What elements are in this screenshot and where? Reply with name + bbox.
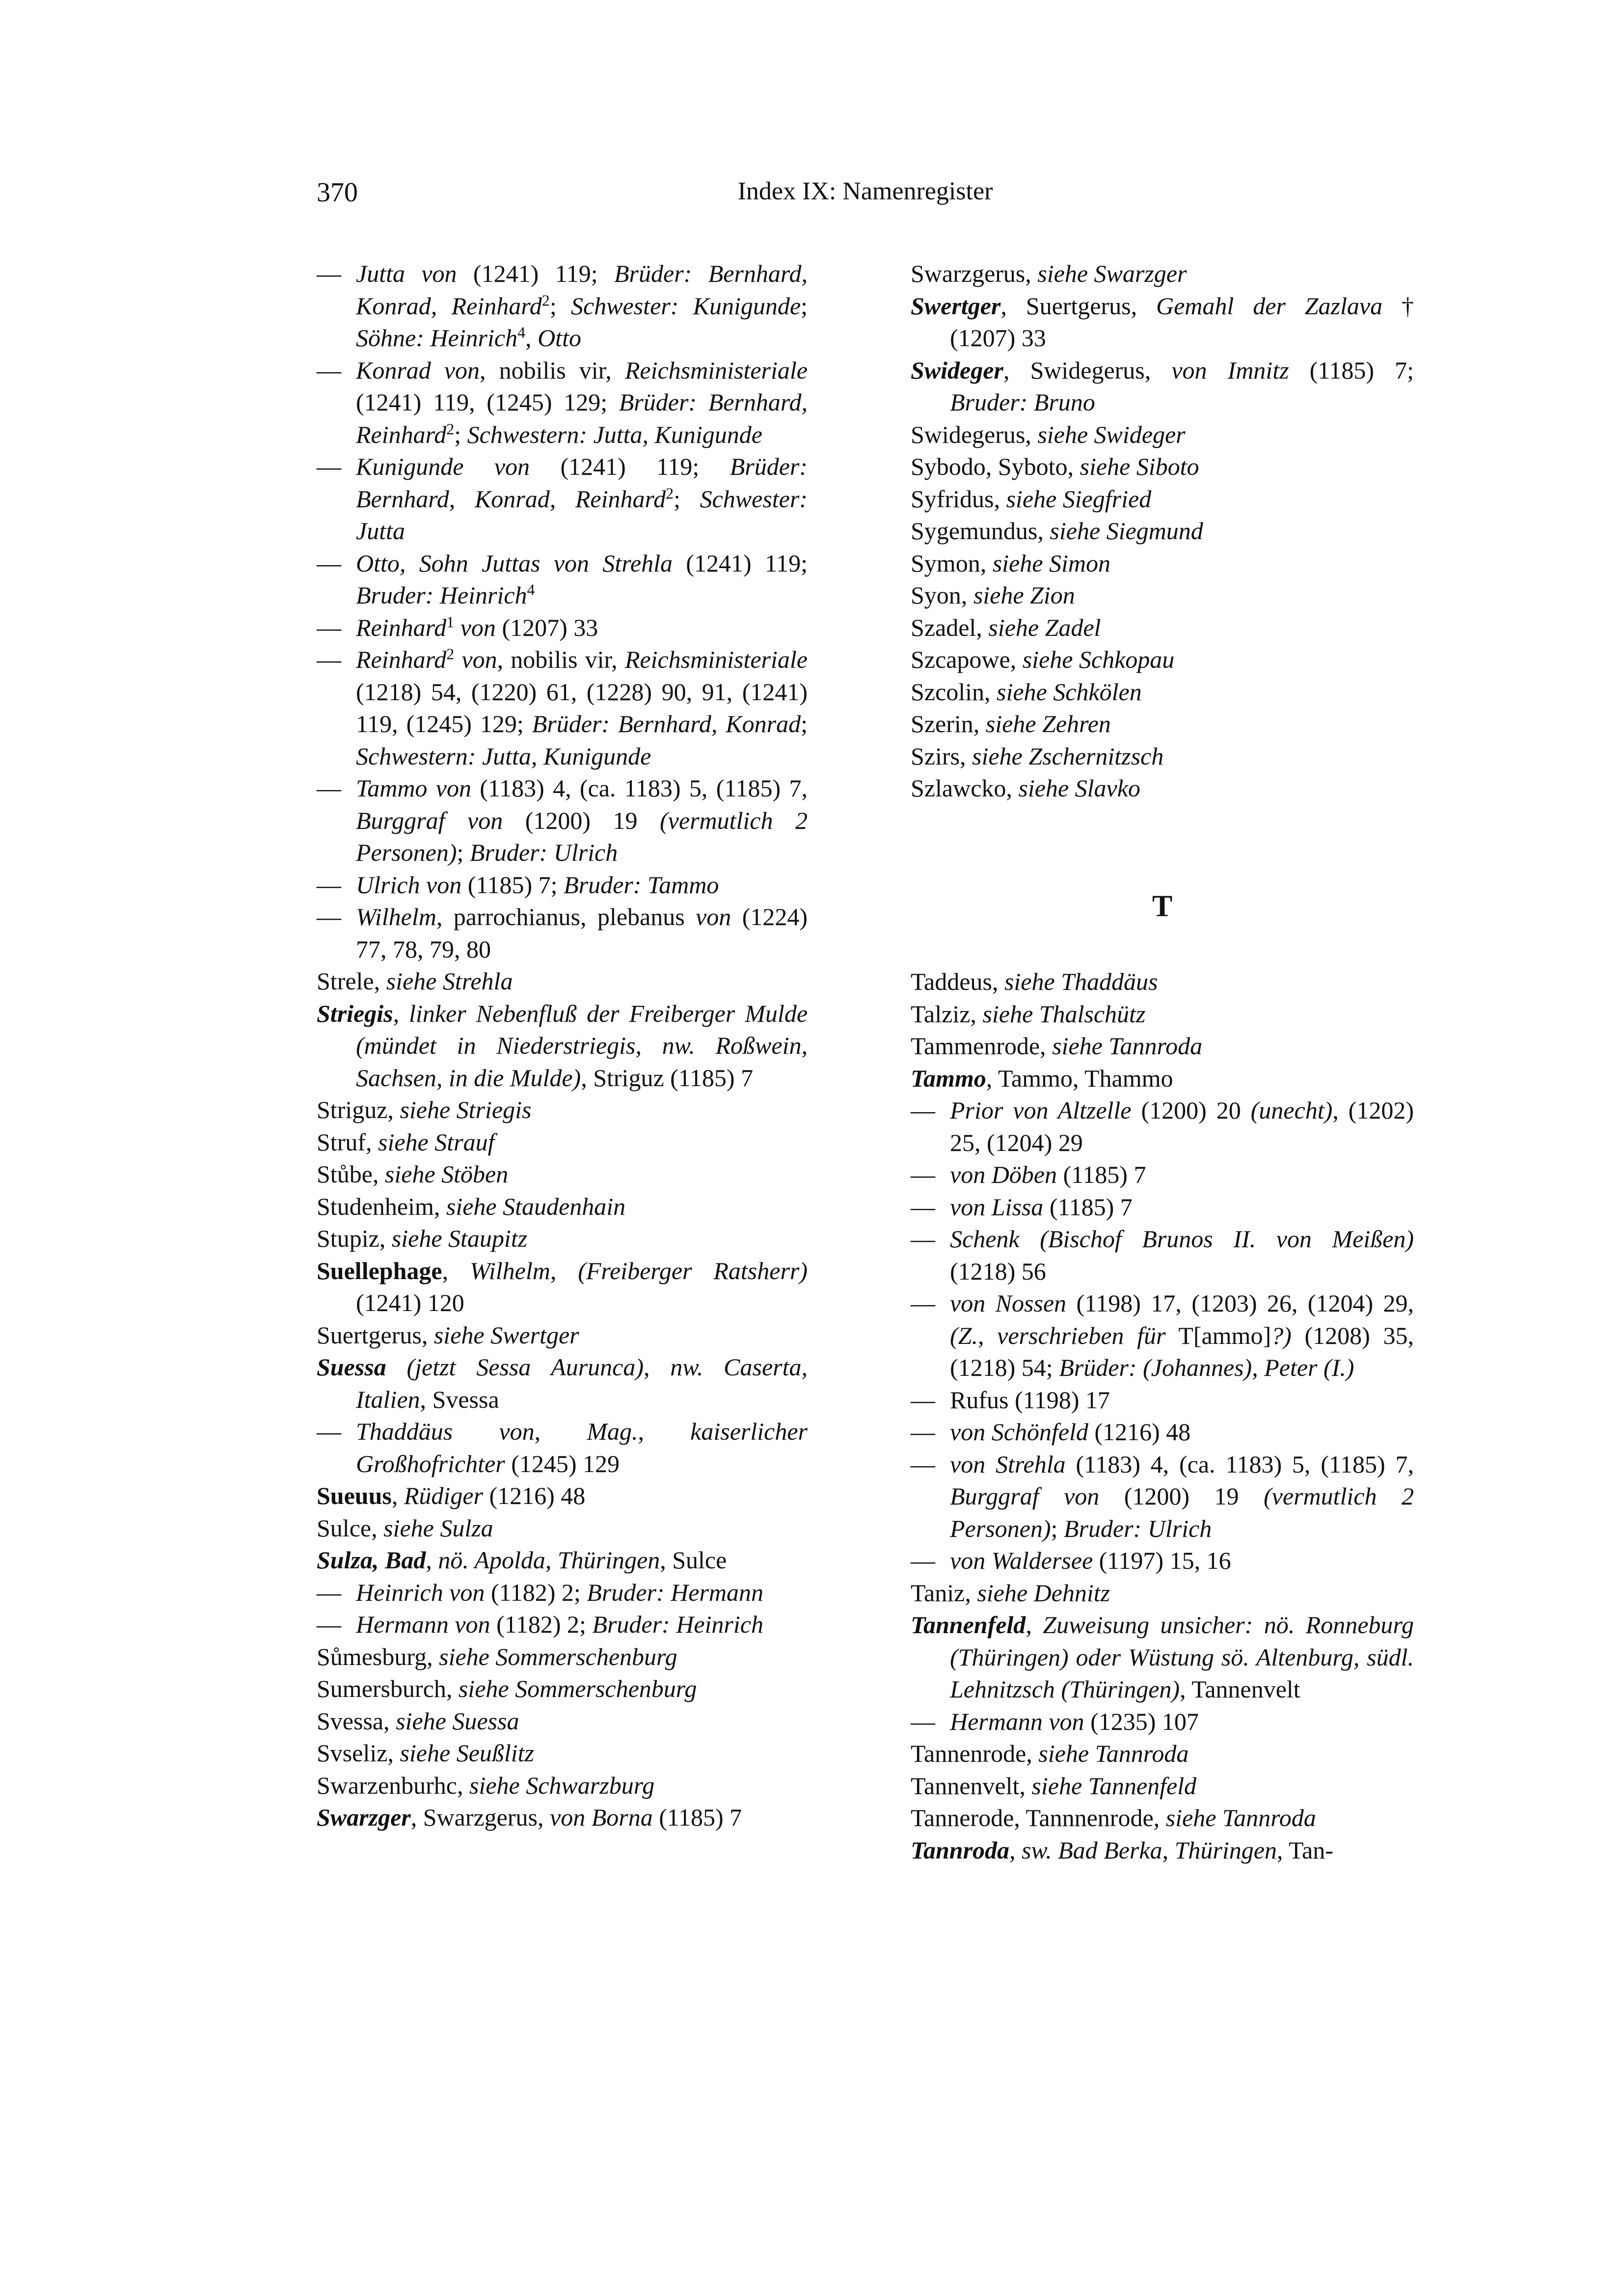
index-entry: Sueuus, Rüdiger (1216) 48: [317, 1482, 586, 1509]
index-subentry: — Heinrich von (1182) 2; Bruder: Hermann: [317, 1577, 808, 1609]
index-entry: Strele, siehe Strehla: [317, 967, 513, 995]
index-subentry: — Konrad von, nobilis vir, Reichsministeriale (1241) 119, (1245) 129; Brüder: Bernhard, Reinhard$^2$; Schwestern: Jutta, Kunigunde: [317, 355, 808, 451]
index-subentry: — Schenk (Bischof Brunos II. von Meißen) (1218) 56: [911, 1223, 1414, 1287]
index-entry: Szerin, siehe Zehren: [911, 710, 1111, 738]
index-entry: Szlawcko, siehe Slavko: [911, 774, 1140, 802]
index-entry: Taniz, siehe Dehnitz: [911, 1579, 1110, 1607]
index-entry: Szcolin, siehe Schkölen: [911, 678, 1142, 706]
index-entry: Sulza, Bad, nö. Apolda, Thüringen, Sulce: [317, 1546, 727, 1574]
index-entry: Swertger, Suertgerus, Gemahl der Zazlava † (1207) 33: [911, 292, 1414, 352]
index-entry: Tannenfeld, Zuweisung unsicher: nö. Ronneburg (Thüringen) oder Wüstung sö. Altenburg, südl. Lehnitzsch (Thüringen), Tannenvelt: [911, 1611, 1414, 1703]
index-entry: Tammo, Tammo, Thammo: [911, 1064, 1173, 1092]
index-subentry: — Thaddäus von, Mag., kaiserlicher Großhofrichter (1245) 129: [317, 1416, 808, 1480]
index-entry: Syfridus, siehe Siegfried: [911, 485, 1152, 513]
index-subentry: — Ulrich von (1185) 7; Bruder: Tammo: [317, 869, 808, 902]
index-entry: Stupiz, siehe Staupitz: [317, 1225, 528, 1252]
running-title: Index IX: Namenregister: [737, 177, 993, 205]
index-entry: Swidegerus, siehe Swideger: [911, 420, 1186, 448]
index-subentry: — Hermann von (1182) 2; Bruder: Heinrich: [317, 1609, 808, 1641]
index-subentry: — von Schönfeld (1216) 48: [911, 1416, 1414, 1449]
index-entry: Talziz, siehe Thalschütz: [911, 1000, 1146, 1028]
index-entry: Syon, siehe Zion: [911, 581, 1075, 609]
index-entry: Tannenrode, siehe Tannroda: [911, 1740, 1189, 1767]
index-entry: Suertgerus, siehe Swertger: [317, 1321, 579, 1349]
index-entry: Striegis, linker Nebenfluß der Freiberger Mulde (mündet in Niederstriegis, nw. Roßwein, Sachsen, in die Mulde), Striguz (1185) 7: [317, 999, 808, 1092]
index-entry: Swarzgerus, siehe Swarzger: [911, 260, 1187, 287]
index-entry: Suellephage, Wilhelm, (Freiberger Ratsherr) (1241) 120: [317, 1257, 808, 1316]
index-subentry: — Kunigunde von (1241) 119; Brüder: Bernhard, Konrad, Reinhard$^2$; Schwester: Jutta: [317, 451, 808, 547]
index-entry: Svessa, siehe Suessa: [317, 1707, 519, 1735]
index-subentry: — von Strehla (1183) 4, (ca. 1183) 5, (1185) 7, Burggraf von (1200) 19 (vermutlich 2 Personen); Bruder: Ulrich: [911, 1449, 1414, 1545]
index-entry: Sybodo, Syboto, siehe Siboto: [911, 453, 1199, 480]
section-letter-heading: T: [1152, 889, 1173, 923]
index-entry: Swideger, Swidegerus, von Imnitz (1185) 7; Bruder: Bruno: [911, 356, 1414, 416]
index-entry: Sůmesburg, siehe Sommerschenburg: [317, 1642, 677, 1670]
index-subentry: — von Lissa (1185) 7: [911, 1191, 1414, 1224]
page-number: 370: [317, 177, 358, 208]
index-entry: Tammenrode, siehe Tannroda: [911, 1032, 1203, 1060]
index-entry: Sulce, siehe Sulza: [317, 1514, 493, 1542]
index-subentry: — von Waldersee (1197) 15, 16: [911, 1545, 1414, 1577]
index-entry: Szcapowe, siehe Schkopau: [911, 646, 1175, 673]
index-subentry: — Prior von Altzelle (1200) 20 (unecht), (1202) 25, (1204) 29: [911, 1094, 1414, 1159]
index-entry: Struf, siehe Strauf: [317, 1128, 495, 1156]
index-entries-s: [911, 258, 1414, 805]
index-entry: Symon, siehe Simon: [911, 549, 1110, 577]
index-entries-t: [911, 966, 1414, 1866]
index-entry: Swarzger, Swarzgerus, von Borna (1185) 7: [317, 1804, 742, 1831]
index-entry: Taddeus, siehe Thaddäus: [911, 968, 1158, 995]
index-column-right: [911, 258, 1414, 1866]
index-subentry: — Tammo von (1183) 4, (ca. 1183) 5, (1185) 7, Burggraf von (1200) 19 (vermutlich 2 Personen); Bruder: Ulrich: [317, 772, 808, 869]
index-subentry: — Reinhard$^1$ von (1207) 33: [317, 612, 808, 644]
index-entry: Szirs, siehe Zschernitzsch: [911, 742, 1164, 770]
index-subentry: — Reinhard$^2$ von, nobilis vir, Reichsministeriale (1218) 54, (1220) 61, (1228) 90, 91, (1241) 119, (1245) 129; Brüder: Bernhard, Konrad; Schwestern: Jutta, Kunigunde: [317, 644, 808, 772]
index-entry: Studenheim, siehe Staudenhain: [317, 1192, 626, 1220]
index-entry: Tannerode, Tannnenrode, siehe Tannroda: [911, 1804, 1316, 1831]
page-header: [317, 177, 1414, 221]
index-subentry: — Jutta von (1241) 119; Brüder: Bernhard, Konrad, Reinhard$^2$; Schwester: Kunigunde; Söhne: Heinrich$^4$, Otto: [317, 258, 808, 355]
index-subentry: — Hermann von (1235) 107: [911, 1706, 1414, 1738]
index-subentry: — Otto, Sohn Juttas von Strehla (1241) 119; Bruder: Heinrich$^4$: [317, 547, 808, 612]
index-entry: Sygemundus, siehe Siegmund: [911, 517, 1203, 545]
index-entry: Svseliz, siehe Seußlitz: [317, 1739, 534, 1767]
index-entry: Sumersburch, siehe Sommerschenburg: [317, 1675, 697, 1702]
index-column-left: [317, 258, 808, 1834]
index-entry: Swarzenburhc, siehe Schwarzburg: [317, 1771, 655, 1799]
index-entry: Tannenvelt, siehe Tannenfeld: [911, 1772, 1197, 1800]
index-entry: Suessa (jetzt Sessa Aurunca), nw. Caserta, Italien, Svessa: [317, 1353, 808, 1413]
index-subentry: — Wilhelm, parrochianus, plebanus von (1224) 77, 78, 79, 80: [317, 901, 808, 965]
index-entry: Striguz, siehe Striegis: [317, 1096, 532, 1123]
index-subentry: — von Döben (1185) 7: [911, 1159, 1414, 1191]
index-entry: Tannroda, sw. Bad Berka, Thüringen, Tan-: [911, 1836, 1333, 1864]
index-subentry: — Rufus (1198) 17: [911, 1384, 1414, 1417]
index-subentry: — von Nossen (1198) 17, (1203) 26, (1204) 29, (Z., verschrieben für T[ammo]?) (1208) 35, (1218) 54; Brüder: (Johannes), Peter (I.): [911, 1287, 1414, 1384]
index-entry: Stůbe, siehe Stöben: [317, 1160, 509, 1188]
index-entry: Szadel, siehe Zadel: [911, 613, 1101, 641]
